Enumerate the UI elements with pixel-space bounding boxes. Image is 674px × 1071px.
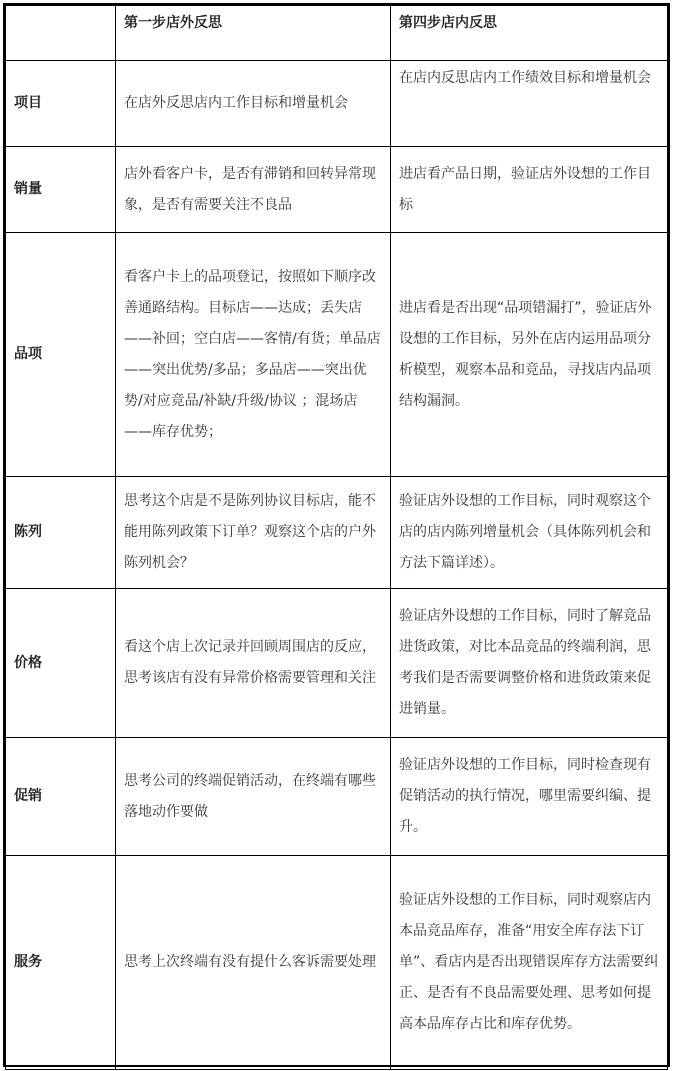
table-row-service [6,856,668,1070]
table-row-promotion [6,738,668,856]
row-label-project: 项目 [6,61,116,147]
table-row-project [6,61,668,147]
comparison-table-container [3,3,670,1067]
row-label-service: 服务 [6,856,116,1070]
cell-service-inside: 验证店外设想的工作目标，同时观察店内本品竞品库存，准备“用安全库存法下订单”、看店内是否出现错误库存方法需要纠正、是否有不良品需要处理、思考如何提高本品库存占比和库存优势。 [391,856,668,1070]
row-label-sales: 销量 [6,147,116,233]
table-row-sku [6,233,668,477]
table-row-sales [6,147,668,233]
cell-price-outside: 看这个店上次记录并回顾周围店的反应，思考该店有没有异常价格需要管理和关注 [116,589,391,738]
row-label-promotion: 促销 [6,738,116,856]
cell-price-inside: 验证店外设想的工作目标，同时了解竞品进货政策，对比本品竞品的终端利润，思考我们是否需要调整价格和进货政策来促进销量。 [391,589,668,738]
reflection-comparison-table [5,5,668,1070]
header-corner-cell [6,6,116,61]
cell-promotion-inside: 验证店外设想的工作目标，同时检查现有促销活动的执行情况，哪里需要纠编、提升。 [391,738,668,856]
cell-sales-outside: 店外看客户卡，是否有滞销和回转异常现象，是否有需要关注不良品 [116,147,391,233]
header-step1-outside: 第一步店外反思 [116,6,391,61]
cell-service-outside: 思考上次终端有没有提什么客诉需要处理 [116,856,391,1070]
cell-sales-inside: 进店看产品日期，验证店外设想的工作目标 [391,147,668,233]
cell-promotion-outside: 思考公司的终端促销活动，在终端有哪些落地动作要做 [116,738,391,856]
table-row-display [6,477,668,589]
row-label-price: 价格 [6,589,116,738]
cell-project-inside: 在店内反思店内工作绩效目标和增量机会 [391,61,668,147]
cell-sku-outside: 看客户卡上的品项登记，按照如下顺序改善通路结构。目标店——达成；丢失店——补回；空白店——客情/有货；单品店——突出优势/多品；多品店——突出优势/对应竞品/补缺/升级/协议 ；混场店——库存优势； [116,233,391,477]
cell-display-inside: 验证店外设想的工作目标，同时观察这个店的店内陈列增量机会（具体陈列机会和方法下篇详述）。 [391,477,668,589]
header-step4-inside: 第四步店内反思 [391,6,668,61]
cell-sku-inside: 进店看是否出现“品项错漏打”，验证店外设想的工作目标，另外在店内运用品项分析模型，观察本品和竞品，寻找店内品项结构漏洞。 [391,233,668,477]
cell-display-outside: 思考这个店是不是陈列协议目标店，能不能用陈列政策下订单？观察这个店的户外陈列机会？ [116,477,391,589]
row-label-display: 陈列 [6,477,116,589]
table-row-price [6,589,668,738]
table-header-row [6,6,668,61]
cell-project-outside: 在店外反思店内工作目标和增量机会 [116,61,391,147]
row-label-sku: 品项 [6,233,116,477]
